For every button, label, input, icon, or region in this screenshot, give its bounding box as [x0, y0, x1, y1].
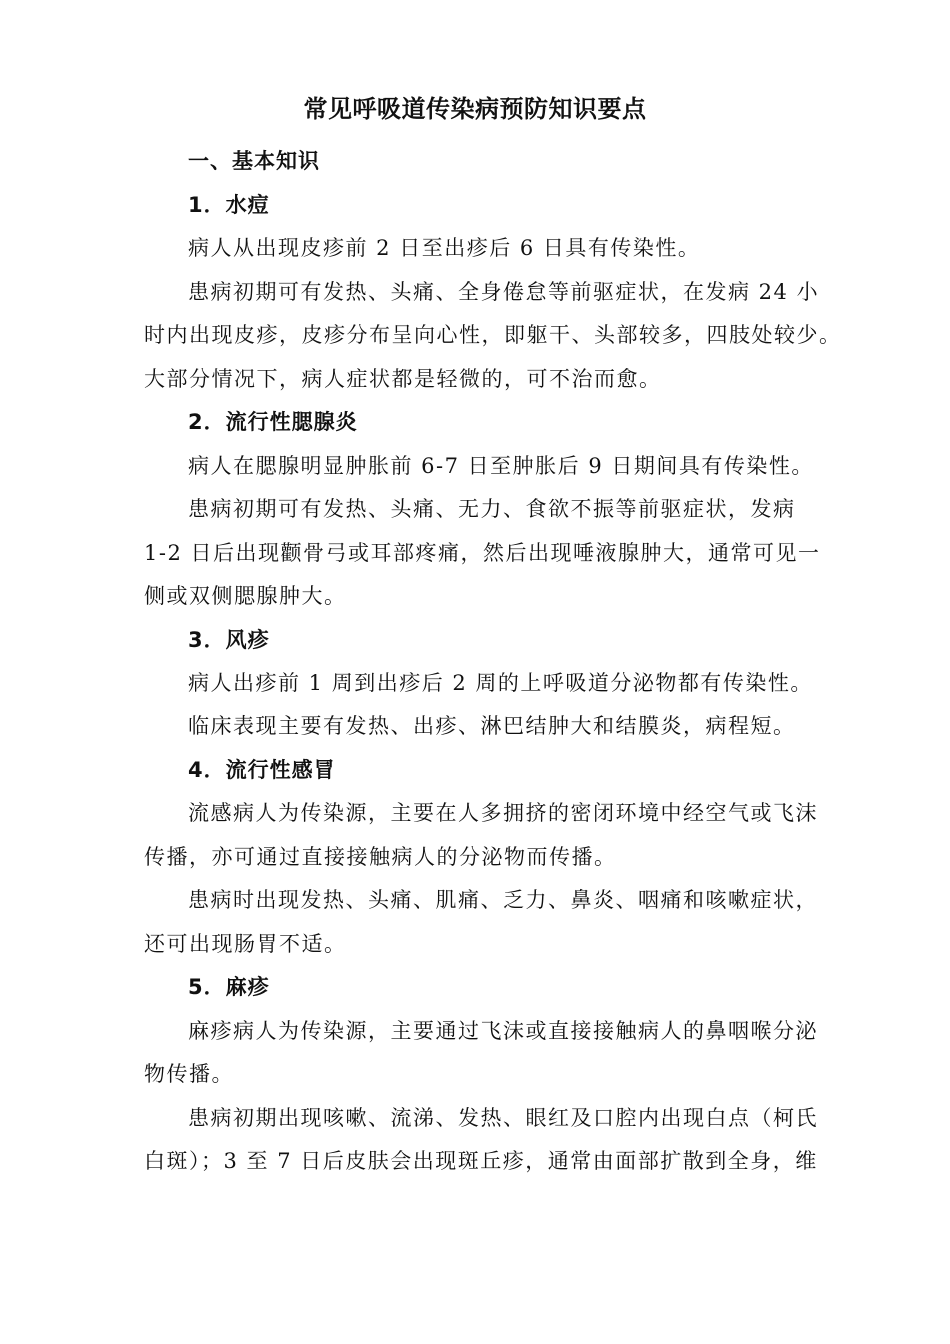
- item-heading-influenza: 4．流行性感冒: [188, 758, 336, 782]
- paragraph-line: 流感病人为传染源，主要在人多拥挤的密闭环境中经空气或飞沫: [188, 801, 818, 825]
- item-heading-mumps: 2．流行性腮腺炎: [188, 410, 358, 434]
- item-heading-chickenpox: 1．水痘: [188, 193, 270, 217]
- paragraph-line: 患病初期可有发热、头痛、全身倦怠等前驱症状，在发病 24 小: [188, 280, 820, 304]
- paragraph-line: 时内出现皮疹，皮疹分布呈向心性，即躯干、头部较多，四肢处较少。: [144, 323, 842, 347]
- item-heading-rubella: 3．风疹: [188, 628, 270, 652]
- paragraph-line: 患病时出现发热、头痛、肌痛、乏力、鼻炎、咽痛和咳嗽症状，: [188, 888, 818, 912]
- paragraph-line: 传播，亦可通过直接接触病人的分泌物而传播。: [144, 845, 617, 869]
- paragraph-line: 大部分情况下，病人症状都是轻微的，可不治而愈。: [144, 367, 662, 391]
- paragraph-line: 物传播。: [144, 1062, 234, 1086]
- paragraph-line: 患病初期可有发热、头痛、无力、食欲不振等前驱症状，发病: [188, 497, 796, 521]
- paragraph-line: 还可出现肠胃不适。: [144, 932, 347, 956]
- paragraph-line: 病人在腮腺明显肿胀前 6-7 日至肿胀后 9 日期间具有传染性。: [188, 454, 814, 478]
- paragraph-line: 患病初期出现咳嗽、流涕、发热、眼红及口腔内出现白点（柯氏: [188, 1106, 818, 1130]
- paragraph-line: 麻疹病人为传染源，主要通过飞沫或直接接触病人的鼻咽喉分泌: [188, 1019, 818, 1043]
- page-title: 常见呼吸道传染病预防知识要点: [303, 95, 647, 123]
- paragraph-line: 病人出疹前 1 周到出疹后 2 周的上呼吸道分泌物都有传染性。: [188, 671, 813, 695]
- paragraph-line: 临床表现主要有发热、出疹、淋巴结肿大和结膜炎，病程短。: [188, 714, 796, 738]
- paragraph-line: 侧或双侧腮腺肿大。: [144, 584, 347, 608]
- paragraph-line: 病人从出现皮疹前 2 日至出疹后 6 日具有传染性。: [188, 236, 701, 260]
- item-heading-measles: 5．麻疹: [188, 975, 270, 999]
- paragraph-line: 白斑）；3 至 7 日后皮肤会出现斑丘疹，通常由面部扩散到全身，维: [144, 1149, 818, 1173]
- paragraph-line: 1-2 日后出现颧骨弓或耳部疼痛，然后出现唾液腺肿大，通常可见一: [144, 541, 821, 565]
- section-heading-basic-knowledge: 一、基本知识: [188, 149, 320, 173]
